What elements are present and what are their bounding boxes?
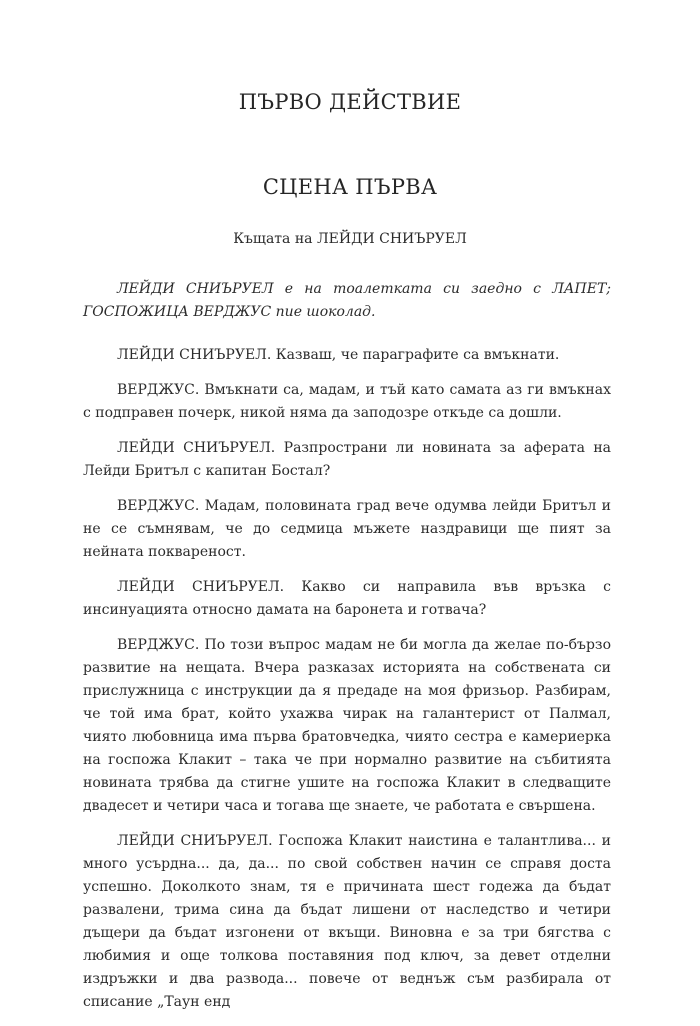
dialogue-line: ВЕРДЖУС. По този въпрос мадам не би могла да желае по-бързо развитие на нещата. Вчера разказах историята на собствената си прислужница с инструкции да я предаде на моя фризьор. Разбирам, че той има брат, който ухажва чирак на галантерист от Палмал, чиято любовница има първа братовчедка, чиято сестра е камериерка на госпожа Клакит – така че при нормално развитие на събитията новината трябва да стигне ушите на госпожа Клакит в следващите двадесет и четири часа и тогава ще знаете, че работата е свършена. [83,637,611,814]
dialogue-line: ВЕРДЖУС. Вмъкнати са, мадам, и тъй като самата аз ги вмъкнах с подправен почерк, никой няма да заподозре откъде са дошли. [83,382,611,421]
scene-title: СЦЕНА ПЪРВА [262,175,438,199]
dialogue-line: ЛЕЙДИ СНИЪРУЕЛ. Казваш, че параграфите са вмъкнати. [117,347,560,363]
scene-setting: Къщата на ЛЕЙДИ СНИЪРУЕЛ [233,231,467,247]
stage-direction: ЛЕЙДИ СНИЪРУЕЛ е на тоалетката си заедно с ЛАПЕТ; ГОСПОЖИЦА ВЕРДЖУС пие шоколад. [83,281,611,320]
play-text [83,278,611,1026]
dialogue-line: ЛЕЙДИ СНИЪРУЕЛ. Госпожа Клакит наистина е талантлива... и много усърдна... да, да... по свой собствен начин се справя доста успешно. Доколкото знам, тя е причината шест годежа да бъдат развалени, трима сина да бъдат лишени от наследство и четири дъщери да бъдат изгонени от вкъщи. Виновна е за три бягства с любимия и още толкова поставяния под ключ, за девет отделни издръжки и два развода... повече от веднъж съм разбирала от списание „Таун енд [83,833,611,1010]
dialogue-line: ЛЕЙДИ СНИЪРУЕЛ. Разпространи ли новината за аферата на Лейди Бритъл с капитан Бостал? [83,440,611,479]
dialogue-line: ВЕРДЖУС. Мадам, половината град вече одумва лейди Бритъл и не се съмнявам, че до седмица мъжете наздравици ще пият за нейната поквареност. [83,498,611,560]
dialogue-line: ЛЕЙДИ СНИЪРУЕЛ. Какво си направила във връзка с инсинуацията относно дамата на баронета и готвача? [83,579,611,618]
act-title: ПЪРВО ДЕЙСТВИЕ [238,90,462,114]
